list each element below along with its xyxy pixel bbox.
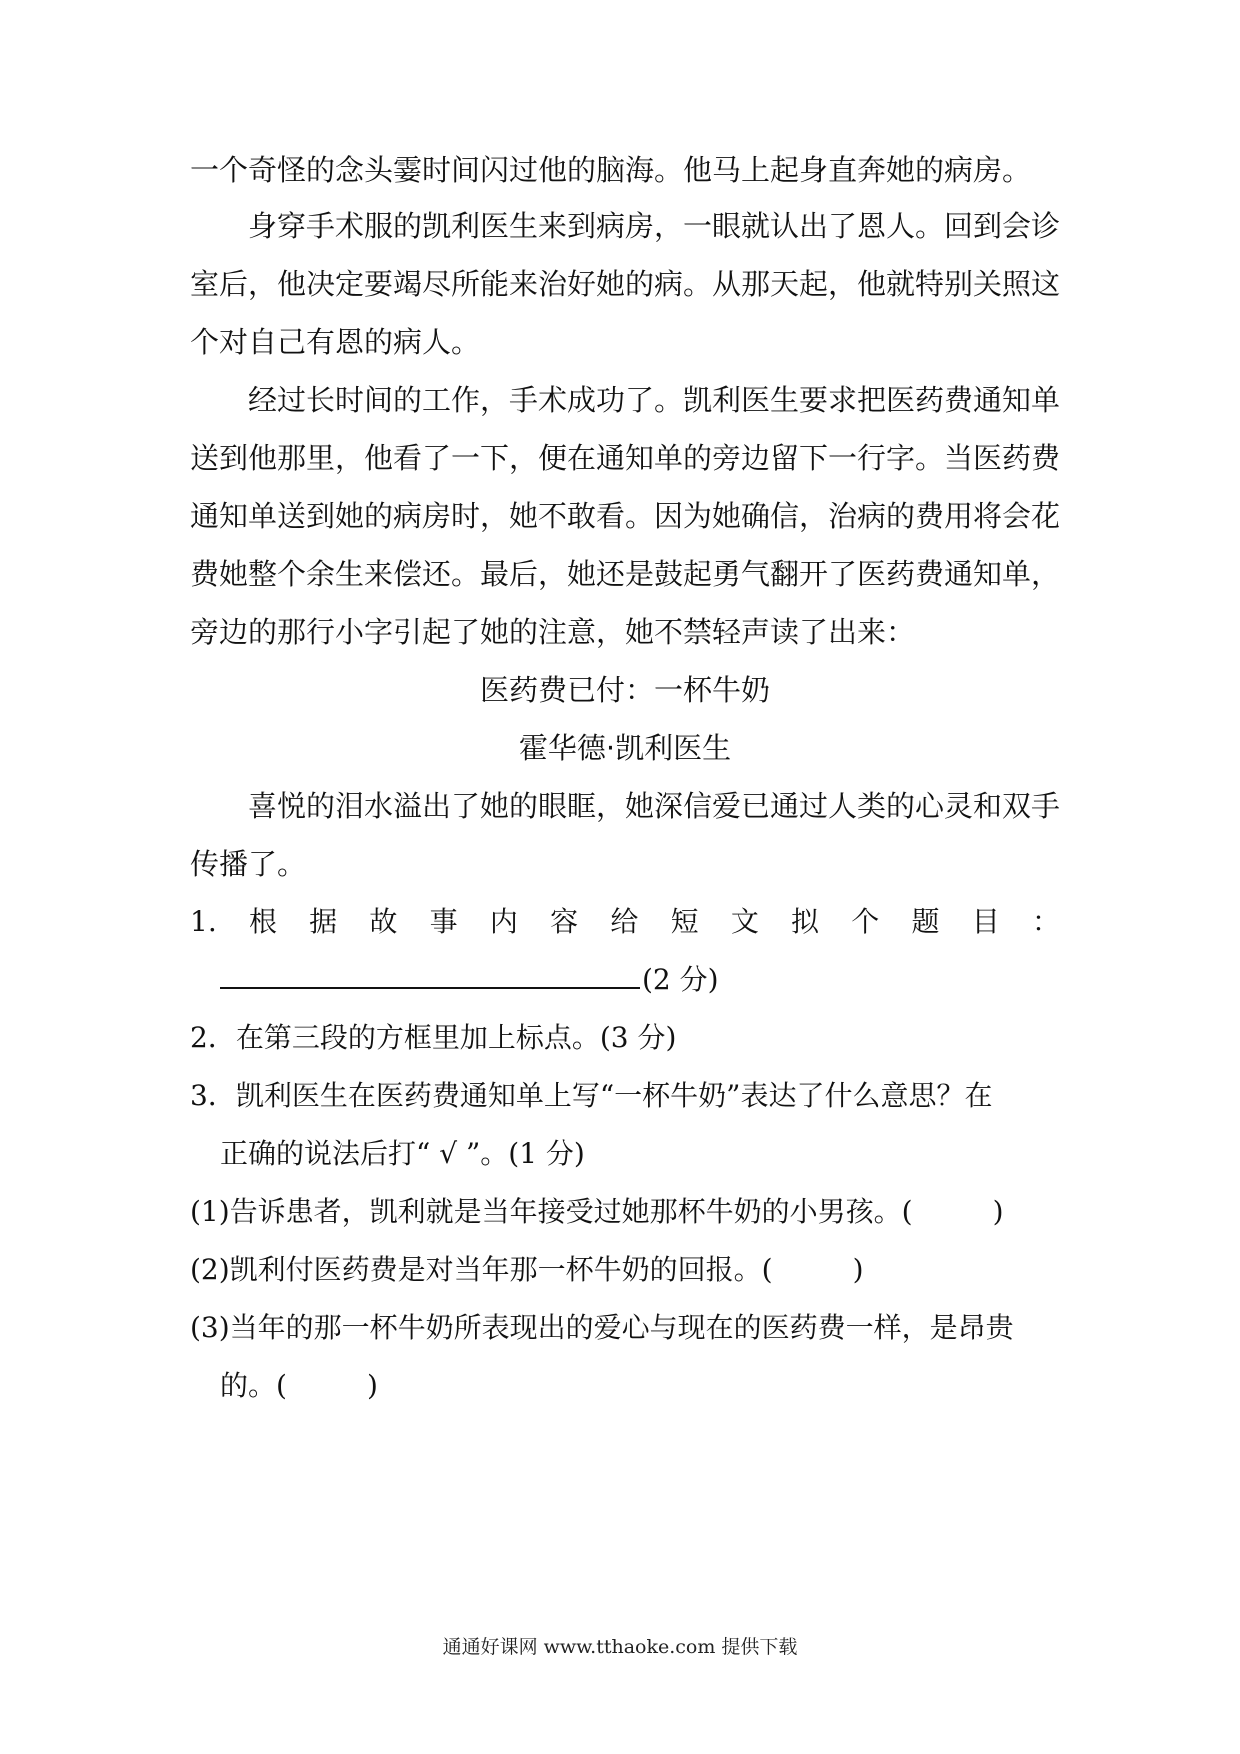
option-1 — [190, 1192, 1060, 1232]
question-3-continued: 正确的说法后打“ √ ”。(1 分) — [220, 1137, 585, 1170]
option-2-text: (2)凯利付医药费是对当年那一杯牛奶的回报。( — [190, 1253, 773, 1286]
question-1-char: 容 — [550, 905, 579, 938]
option-3-text: 的。( — [220, 1369, 287, 1402]
story-paragraph-3-line: 经过长时间的工作，手术成功了。凯利医生要求把医药费通知单 — [248, 383, 1061, 417]
question-1-char: 题 — [911, 905, 940, 938]
question-1-char: ： — [1031, 905, 1060, 938]
option-2 — [190, 1250, 1060, 1290]
question-1-char: 故 — [369, 905, 398, 938]
option-1-text: (1)告诉患者，凯利就是当年接受过她那杯牛奶的小男孩。( — [190, 1195, 913, 1228]
story-paragraph-3-line: 旁边的那行小字引起了她的注意，她不禁轻声读了出来： — [190, 615, 916, 649]
question-1-char: 事 — [429, 905, 458, 938]
question-3: 3．凯利医生在医药费通知单上写“一杯牛奶”表达了什么意思？在 — [190, 1079, 993, 1112]
story-paragraph-2-line: 室后，他决定要竭尽所能来治好她的病。从那天起，他就特别关照这 — [190, 267, 1061, 301]
question-1-char: 1. — [190, 905, 217, 938]
question-1-char: 个 — [851, 905, 880, 938]
story-paragraph-1: 一个奇怪的念头霎时间闪过他的脑海。他马上起身直奔她的病房。 — [190, 153, 1032, 187]
bill-note-text: 医药费已付：一杯牛奶 — [479, 673, 770, 707]
option-3-continued — [220, 1366, 1060, 1406]
question-1-char: 短 — [670, 905, 699, 938]
option-3: (3)当年的那一杯牛奶所表现出的爱心与现在的医药费一样，是昂贵 — [190, 1311, 1014, 1344]
story-paragraph-2-line: 个对自己有恩的病人。 — [190, 325, 481, 359]
bill-note-signature: 霍华德·凯利医生 — [518, 731, 732, 765]
story-paragraph-3-line: 费她整个余生来偿还。最后，她还是鼓起勇气翻开了医药费通知单， — [190, 557, 1061, 591]
question-1-char: 据 — [309, 905, 338, 938]
title-answer-blank[interactable] — [220, 961, 640, 989]
question-1-prompt — [190, 902, 1060, 942]
story-paragraph-3-line: 通知单送到她的病房时，她不敢看。因为她确信，治病的费用将会花 — [190, 499, 1061, 533]
story-paragraph-2-line: 身穿手术服的凯利医生来到病房，一眼就认出了恩人。回到会诊 — [248, 209, 1061, 243]
story-paragraph-4-line: 喜悦的泪水溢出了她的眼眶，她深信爱已通过人类的心灵和双手 — [248, 789, 1061, 823]
footer-credit: 通通好课网 www.tthaoke.com 提供下载 — [442, 1636, 798, 1658]
story-paragraph-3-line: 送到他那里，他看了一下，便在通知单的旁边留下一行字。当医药费 — [190, 441, 1061, 475]
question-1-char: 给 — [610, 905, 639, 938]
story-paragraph-4-line: 传播了。 — [190, 847, 307, 881]
question-1-answer — [220, 960, 1060, 1000]
question-1-char: 目 — [971, 905, 1000, 938]
question-1-score: (2 分) — [642, 963, 719, 996]
option-2-close-paren: ) — [852, 1253, 864, 1286]
question-2: 2．在第三段的方框里加上标点。(3 分) — [190, 1021, 677, 1054]
option-3-close-paren: ) — [366, 1369, 378, 1402]
option-1-close-paren: ) — [992, 1195, 1004, 1228]
question-1-char: 拟 — [791, 905, 820, 938]
question-1-char: 内 — [489, 905, 518, 938]
question-1-char: 根 — [248, 905, 277, 938]
question-1 — [190, 902, 1060, 942]
question-1-char: 文 — [730, 905, 759, 938]
